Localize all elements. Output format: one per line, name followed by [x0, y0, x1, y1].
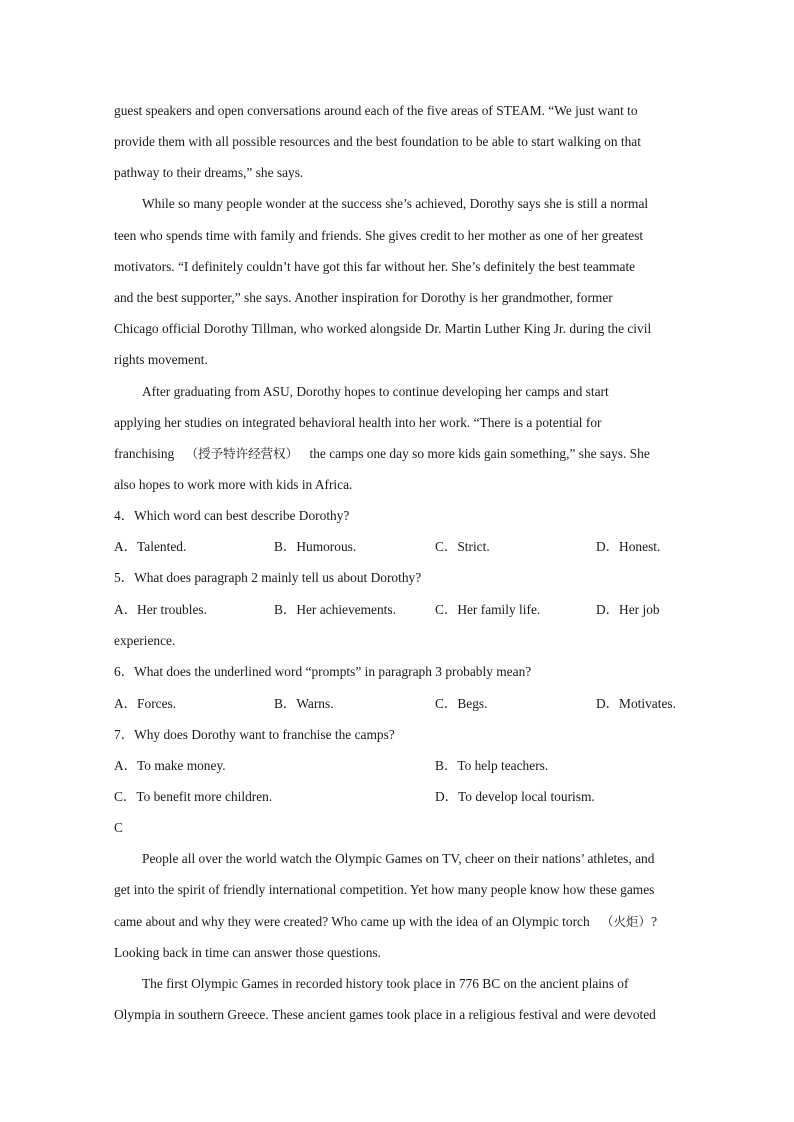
paragraph-line: While so many people wonder at the success she’s achieved, Dorothy says she is still a normal [142, 196, 649, 211]
option-b: B．To help teachers. [435, 758, 549, 773]
paragraph-line: rights movement. [114, 352, 208, 367]
paragraph-line: and the best supporter,” she says. Another inspiration for Dorothy is her grandmother, former [114, 290, 613, 305]
paragraph-line-franchise [114, 444, 684, 464]
paragraph-line: guest speakers and open conversations around each of the five areas of STEAM. “We just want to [114, 103, 638, 118]
paragraph-line: pathway to their dreams,” she says. [114, 165, 304, 180]
question-mark: ? [651, 914, 658, 929]
paragraph-line: After graduating from ASU, Dorothy hopes to continue developing her camps and start [142, 384, 609, 399]
torch-sentence: came about and why they were created? Who came up with the idea of an Olympic torch [114, 914, 590, 929]
chinese-gloss-note: （火炬） [601, 914, 652, 929]
question-stem: 6．What does the underlined word “prompts” in paragraph 3 probably mean? [114, 664, 532, 679]
paragraph-line: provide them with all possible resources and the best foundation to be able to start walking on that [114, 134, 641, 149]
paragraph-line: applying her studies on integrated behavioral health into her work. “There is a potential for [114, 415, 602, 430]
paragraph-line: The first Olympic Games in recorded history took place in 776 BC on the ancient plains of [142, 976, 629, 991]
option-c: C．Strict. [435, 539, 490, 554]
paragraph-line: Chicago official Dorothy Tillman, who worked alongside Dr. Martin Luther King Jr. during the civil [114, 321, 652, 336]
option-d: D．To develop local tourism. [435, 789, 595, 804]
option-c: C．Begs. [435, 696, 488, 711]
option-c: C．Her family life. [435, 602, 541, 617]
question-stem: 5．What does paragraph 2 mainly tell us about Dorothy? [114, 570, 422, 585]
section-label: C [114, 820, 123, 835]
option-d: D．Honest. [596, 539, 661, 554]
paragraph-line: get into the spirit of friendly international competition. Yet how many people know how these games [114, 882, 655, 897]
franchise-rest: the camps one day so more kids gain something,” she says. She [309, 446, 650, 461]
paragraph-line: Olympia in southern Greece. These ancient games took place in a religious festival and were devoted [114, 1007, 656, 1022]
option-c: C．To benefit more children. [114, 789, 273, 804]
franchise-word: franchising [114, 446, 175, 461]
option-b: B．Warns. [274, 696, 334, 711]
option-a: A．To make money. [114, 758, 226, 773]
option-b: B．Her achievements. [274, 602, 396, 617]
option-a: A．Forces. [114, 696, 177, 711]
paragraph-line: motivators. “I definitely couldn’t have got this far without her. She’s definitely the best teammate [114, 259, 636, 274]
option-a: A．Her troubles. [114, 602, 207, 617]
option-a: A．Talented. [114, 539, 187, 554]
question-stem: 7．Why does Dorothy want to franchise the camps? [114, 727, 395, 742]
option-d: D．Her job [596, 602, 660, 617]
paragraph-line-torch [114, 912, 684, 932]
paragraph-line: Looking back in time can answer those questions. [114, 945, 382, 960]
paragraph-line: teen who spends time with family and friends. She gives credit to her mother as one of her greatest [114, 228, 644, 243]
chinese-gloss-note: （授予特许经营权） [185, 446, 299, 461]
option-d-wrap: experience. [114, 633, 176, 648]
option-d: D．Motivates. [596, 696, 676, 711]
paragraph-line: People all over the world watch the Olympic Games on TV, cheer on their nations’ athletes, and [142, 851, 655, 866]
paragraph-line: also hopes to work more with kids in Africa. [114, 477, 353, 492]
question-stem: 4．Which word can best describe Dorothy? [114, 508, 350, 523]
option-b: B．Humorous. [274, 539, 357, 554]
